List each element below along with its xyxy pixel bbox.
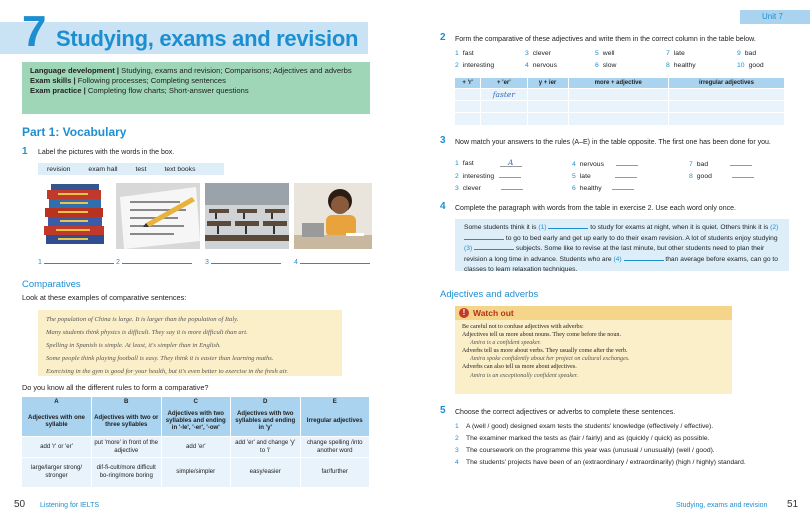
example-answer: faster	[492, 90, 515, 99]
chapter-number: 7	[22, 7, 47, 56]
exercise-4-instruction: Complete the paragraph with words from the table in exercise 2. Use each word only once.	[455, 205, 736, 212]
item-word: clever	[532, 50, 551, 57]
example-sentence: Exercising in the gym is good for your health, but it's even better to exercise in the fresh air.	[46, 368, 289, 375]
item-number: 2	[455, 173, 459, 180]
list-item	[455, 50, 474, 57]
item-number: 1	[455, 423, 459, 430]
table-cell: easy/easier	[231, 457, 301, 487]
answer-blank[interactable]	[499, 172, 521, 178]
adverbs-title: Adjectives and adverbs	[440, 289, 539, 300]
answer-cell[interactable]	[527, 113, 568, 125]
photo-label-3	[205, 258, 281, 266]
item-number: 7	[689, 161, 693, 168]
column-header: + 'er'	[481, 78, 527, 89]
item-word: healthy	[673, 62, 696, 69]
word-box	[38, 163, 224, 175]
table-row	[455, 89, 785, 101]
list-item	[455, 160, 522, 167]
unit-tab: Unit 7	[740, 10, 810, 24]
answer-cell[interactable]	[668, 113, 784, 125]
list-item	[595, 62, 616, 69]
table-row	[22, 406, 370, 436]
table-row	[455, 101, 785, 113]
column-letter: D	[231, 397, 301, 406]
list-item	[455, 62, 494, 69]
answer-cell[interactable]	[668, 89, 784, 101]
label-number: 3	[205, 259, 209, 266]
word-box-item: text books	[164, 165, 196, 173]
footer-book-title: Listening for IELTS	[40, 502, 100, 509]
item-number: 5	[595, 50, 599, 57]
example-sentence: Spelling in Spanish is simple. At least, it's simpler than in English.	[46, 342, 221, 349]
item-number: 3	[525, 50, 529, 57]
list-item	[666, 50, 685, 57]
exercise-2-instruction: Form the comparative of these adjectives and write them in the correct column in the table below.	[455, 36, 756, 43]
item-number: 6	[572, 185, 576, 192]
sentence-text: The examiner marked the tests as (fair / fairly) and as (quickly / quick) as possible.	[466, 435, 710, 442]
practice-label: Exam practice |	[30, 86, 86, 95]
item-number: 6	[595, 62, 599, 69]
list-item	[525, 50, 551, 57]
item-number: 3	[455, 447, 459, 454]
item-word: slow	[602, 62, 617, 69]
answer-line[interactable]	[211, 258, 281, 264]
exercise-1-instruction: Label the pictures with the words in the box.	[38, 149, 175, 156]
list-item	[455, 172, 521, 180]
sentence-item	[455, 447, 715, 454]
list-item	[737, 50, 756, 57]
example-line: Amira is a confident speaker.	[470, 340, 541, 347]
photo-label-1	[38, 258, 114, 266]
answer-blank[interactable]	[730, 160, 752, 166]
answer-cell[interactable]	[568, 113, 668, 125]
photo-label-4	[294, 258, 370, 266]
photo-label-2	[116, 258, 192, 266]
item-number: 4	[572, 161, 576, 168]
exercise-5-instruction: Choose the correct adjectives or adverbs to complete these sentences.	[455, 409, 676, 416]
column-header: Irregular adjectives	[300, 406, 370, 436]
item-number: 9	[737, 50, 741, 57]
example-sentence: Many students think physics is difficult. They say it is more difficult than art.	[46, 329, 248, 336]
exam-hall-illustration	[205, 183, 289, 249]
exercise-3-number: 3	[440, 135, 446, 146]
answer-cell[interactable]	[568, 89, 668, 101]
list-item	[595, 50, 615, 57]
skills-label: Exam skills |	[30, 76, 76, 85]
table-row	[455, 113, 785, 125]
paragraph-gap[interactable]	[624, 255, 664, 261]
example-sentence: The population of China is large. It is larger than the population of Italy.	[46, 316, 239, 323]
rule-line: Be careful not to confuse adjectives with adverbs:	[462, 324, 584, 330]
warning-icon: !	[459, 308, 469, 318]
answer-blank[interactable]	[612, 184, 634, 190]
list-item	[689, 160, 752, 168]
table-row	[22, 397, 370, 406]
page-number: 50	[14, 499, 26, 510]
item-word: nervous	[532, 62, 557, 69]
gap-number: (4)	[613, 255, 622, 263]
table-cell: put 'more' in front of the adjective	[92, 436, 162, 457]
watch-out-body	[462, 323, 728, 380]
item-word: good	[748, 62, 764, 69]
column-header: Adjectives with two or three syllables	[92, 406, 162, 436]
table-cell: add 'r' or 'er'	[22, 436, 92, 457]
practice-text: Completing flow charts; Short-answer questions	[85, 86, 249, 95]
item-number: 2	[455, 62, 459, 69]
exercise-5-number: 5	[440, 405, 446, 416]
answer-cell[interactable]	[527, 101, 568, 113]
answer-cell[interactable]	[455, 101, 481, 113]
item-number: 1	[455, 50, 459, 57]
table-cell: add 'er'	[161, 436, 231, 457]
gap-number: (1)	[538, 224, 547, 231]
column-letter: A	[22, 397, 92, 406]
item-word: bad	[744, 50, 757, 57]
label-number: 4	[294, 259, 298, 266]
answer-cell[interactable]	[668, 101, 784, 113]
sentence-item	[455, 423, 713, 430]
footer-chapter-title: Studying, exams and revision	[676, 502, 768, 509]
paragraph-text: Some students think it is	[464, 224, 539, 231]
item-word: nervous	[579, 161, 604, 168]
sentence-item	[455, 459, 746, 466]
word-box-item: revision	[47, 165, 71, 173]
item-word: good	[696, 173, 712, 180]
paragraph-text: subjects. Some like to revise at the last minute, but other students need to plan their revision a long time in advance. Students who are	[464, 245, 765, 263]
answer-cell[interactable]	[455, 89, 481, 101]
language-development-box	[22, 62, 370, 114]
photo-books	[38, 183, 110, 249]
exercise-1-number: 1	[22, 146, 28, 157]
paragraph-gap[interactable]	[474, 244, 514, 250]
item-number: 7	[666, 50, 670, 57]
table-cell: far/further	[300, 457, 370, 487]
answer-blank[interactable]	[616, 160, 638, 166]
comparative-examples-box	[38, 310, 342, 376]
column-header: + 'r'	[455, 78, 481, 89]
photo-revision	[294, 183, 372, 249]
answer-cell[interactable]	[527, 89, 568, 101]
chapter-title: Studying, exams and revision	[56, 26, 359, 51]
list-item	[525, 62, 557, 69]
item-word: fast	[462, 50, 474, 57]
comparatives-intro: Look at these examples of comparative sentences:	[22, 293, 187, 302]
page-number: 51	[787, 499, 799, 510]
answer-blank[interactable]	[615, 172, 637, 178]
answer-cell[interactable]	[481, 101, 527, 113]
right-page	[405, 0, 810, 525]
item-word: interesting	[462, 173, 495, 180]
sentence-text: The students' projects have been of an (extraordinary / extraordinarily) (high / highly) standard.	[466, 459, 746, 466]
photo-test	[116, 183, 200, 249]
table-cell: simple/simpler	[161, 457, 231, 487]
item-number: 3	[455, 185, 459, 192]
column-header: Adjectives with one syllable	[22, 406, 92, 436]
column-header: irregular adjectives	[668, 78, 784, 89]
label-number: 1	[38, 259, 42, 266]
column-letter: E	[300, 397, 370, 406]
item-number: 5	[572, 173, 576, 180]
item-number: 8	[666, 62, 670, 69]
list-item	[572, 184, 634, 192]
item-word: well	[602, 50, 615, 57]
list-item	[737, 62, 764, 69]
answer-blank[interactable]	[501, 184, 523, 190]
rule-line: Adverbs can also tell us more about adjectives.	[462, 364, 577, 371]
answer-cell[interactable]	[481, 113, 527, 125]
comparatives-title: Comparatives	[22, 279, 81, 290]
item-word: interesting	[462, 62, 495, 69]
answer-cell[interactable]	[568, 101, 668, 113]
books-illustration	[38, 183, 110, 249]
gap-number: (3)	[464, 245, 473, 252]
paragraph-text: to study for exams at night, when it is quiet. Others think it is	[588, 224, 771, 231]
table-cell: change spelling /into another word	[300, 436, 370, 457]
item-number: 10	[737, 62, 745, 69]
exercise-4-number: 4	[440, 201, 446, 212]
answer-blank[interactable]	[732, 172, 754, 178]
watch-out-title: Watch out	[473, 308, 514, 318]
table-row	[22, 457, 370, 487]
table-cell: large/larger strong/ stronger	[22, 457, 92, 487]
paragraph-text: than average before exams, can go to classes to learn relaxation techniques.	[464, 255, 779, 273]
item-word: healthy	[579, 185, 602, 192]
item-number: 2	[455, 435, 459, 442]
answer-cell[interactable]	[481, 89, 527, 101]
column-letter: B	[92, 397, 162, 406]
example-line: Amira spoke confidently about her project on cultural exchanges.	[470, 356, 630, 363]
skills-text: Following processes; Completing sentences	[75, 76, 226, 85]
example-line: Amira is an exceptionally confident speaker.	[470, 372, 578, 379]
answer-blank[interactable]: A	[500, 161, 522, 167]
rule-line: Adjectives tell us more about nouns. They come before the noun.	[462, 332, 621, 339]
item-word: clever	[462, 185, 481, 192]
exercise-3-instruction: Now match your answers to the rules (A–E) in the table opposite. The first one has been done for you.	[455, 139, 771, 146]
item-number: 4	[455, 459, 459, 466]
label-number: 2	[116, 259, 120, 266]
paragraph-completion-box	[455, 219, 789, 271]
part-title: Part 1: Vocabulary	[22, 125, 127, 139]
table-row	[22, 436, 370, 457]
paragraph-gap[interactable]	[464, 234, 504, 240]
list-item	[572, 160, 638, 168]
word-box-item: test	[135, 165, 147, 173]
paragraph-gap[interactable]	[548, 223, 588, 229]
list-item	[666, 62, 696, 69]
photo-exam-hall	[205, 183, 289, 249]
item-word: fast	[462, 160, 474, 167]
revision-illustration	[294, 183, 372, 249]
lang-text: Studying, exams and revision; Comparisons; Adjectives and adverbs	[119, 66, 352, 75]
exercise-2-number: 2	[440, 32, 446, 43]
item-word: bad	[696, 161, 709, 168]
sentence-item	[455, 435, 709, 442]
column-header: Adjectives with two syllables and ending in '-le', '-er', '-ow'	[161, 406, 231, 436]
answer-line[interactable]	[300, 258, 370, 264]
test-illustration	[116, 183, 200, 249]
word-box-item: exam hall	[88, 165, 118, 173]
rules-question: Do you know all the different rules to form a comparative?	[22, 383, 209, 392]
watch-out-box	[455, 306, 732, 394]
table-row	[455, 78, 785, 89]
column-header: y + ier	[527, 78, 568, 89]
list-item	[572, 172, 637, 180]
rule-line: Adverbs tell us more about verbs. They usually come after the verb.	[462, 348, 628, 355]
list-item	[455, 184, 523, 192]
table-cell: dif-fi-cult/more difficult bo-ring/more boring	[92, 457, 162, 487]
list-item	[689, 172, 754, 180]
item-number: 8	[689, 173, 693, 180]
gap-number: (2)	[770, 224, 779, 231]
column-letter: C	[161, 397, 231, 406]
comparative-answer-table	[455, 78, 785, 125]
sentence-text: The coursework on the programme this year was (unusual / unusually) (well / good).	[466, 447, 715, 454]
item-number: 1	[455, 160, 459, 167]
answer-cell[interactable]	[455, 113, 481, 125]
table-cell: add 'er' and change 'y' to 'i'	[231, 436, 301, 457]
item-number: 4	[525, 62, 529, 69]
lang-label: Language development |	[30, 66, 120, 75]
comparative-rules-table	[22, 397, 370, 487]
column-header: Adjectives with two syllables and ending in 'y'	[231, 406, 301, 436]
sentence-text: A (well / good) designed exam tests the students' knowledge (effectively / effective).	[466, 423, 714, 430]
paragraph-text: to go to bed early and get up early to do their exam revision. A lot of students enjoy studying	[504, 234, 778, 242]
example-sentence: Some people think playing football is easy. They think it is easier than learning maths.	[46, 355, 274, 362]
answer-line[interactable]	[44, 258, 114, 264]
column-header: more + adjective	[568, 78, 668, 89]
item-word: late	[673, 50, 685, 57]
item-word: late	[579, 173, 591, 180]
answer-line[interactable]	[122, 258, 192, 264]
